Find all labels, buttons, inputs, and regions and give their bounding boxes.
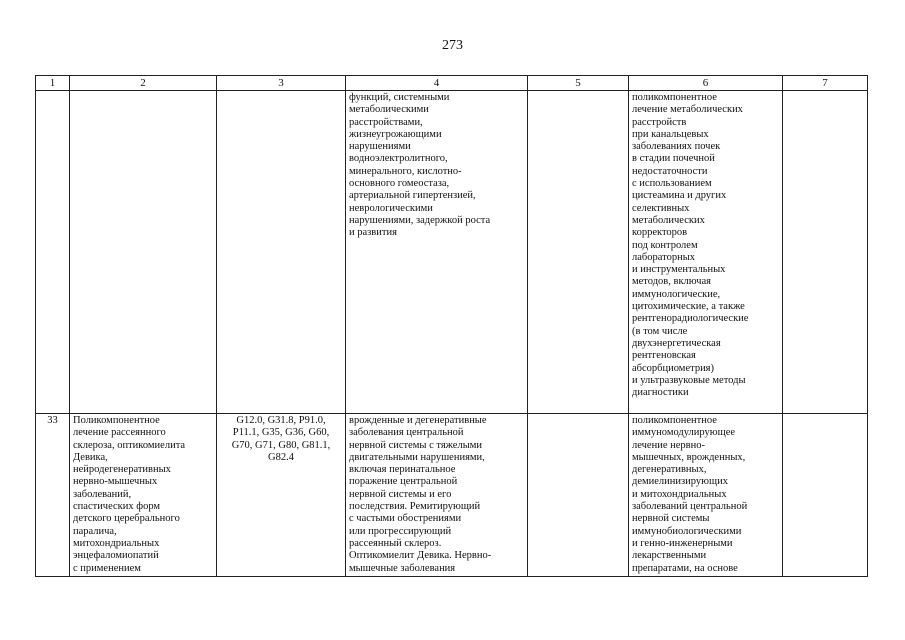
row-number-cell: 33: [36, 414, 70, 577]
column-header-1: 1: [36, 76, 70, 91]
column-header-6: 6: [629, 76, 783, 91]
page-number: 273: [442, 38, 463, 53]
row-number-cell: [36, 91, 70, 414]
patient-model-cell: врожденные и дегенеративные заболевания центральной нервной системы с тяжелыми двигательными нарушениями, включая перинатальное поражение центральной нервной системы и его последствия. Ремитирующий с частыми обострениями или прогрессирующий рассеянный склероз. Оптикомиелит Девика. Нервно- мышечные заболевания: [346, 414, 528, 577]
column-header-4: 4: [346, 76, 528, 91]
medical-care-table: [35, 75, 868, 577]
treatment-method-cell: поликомпонентное лечение метаболических расстройств при канальцевых заболеваниях почек в стадии почечной недостаточности с использованием цистеамина и других селективных метаболических корректоров под контролем лабораторных и инструментальных методов, включая иммунологические, цитохимические, а также рентгенорадиологические (в том числе двухэнергетическая рентгеновская абсорбциометрия) и ультразвуковые методы диагностики: [629, 91, 783, 414]
column-header-2: 2: [70, 76, 217, 91]
column-header-7: 7: [783, 76, 868, 91]
column-header-5: 5: [528, 76, 629, 91]
patient-model-cell: функций, системными метаболическими расстройствами, жизнеугрожающими нарушениями водноэлектролитного, минерального, кислотно- основного гомеостаза, артериальной гипертензией, неврологическими нарушениями, задержкой роста и развития: [346, 91, 528, 414]
table-row: [36, 414, 868, 577]
treatment-method-cell: поликомпонентное иммуномодулирующее лечение нервно- мышечных, врожденных, дегенеративных, демиелинизирующих и митохондриальных заболеваний центральной нервной системы иммунобиологическими и генно-инженерными лекарственными препаратами, на основе: [629, 414, 783, 577]
cost-cell: [783, 91, 868, 414]
table-header-row: [36, 76, 868, 91]
icd-codes-cell: G12.0, G31.8, P91.0, P11.1, G35, G36, G60, G70, G71, G80, G81.1, G82.4: [217, 414, 346, 577]
cost-cell: [783, 414, 868, 577]
treatment-name-cell: Поликомпонентное лечение рассеянного склероза, оптикомиелита Девика, нейродегенеративных нервно-мышечных заболеваний, спастических форм детского церебрального паралича, митохондриальных энцефаломиопатий с применением: [70, 414, 217, 577]
table-row: [36, 91, 868, 414]
column-header-3: 3: [217, 76, 346, 91]
treatment-type-cell: [528, 91, 629, 414]
treatment-type-cell: [528, 414, 629, 577]
icd-codes-cell: [217, 91, 346, 414]
treatment-name-cell: [70, 91, 217, 414]
